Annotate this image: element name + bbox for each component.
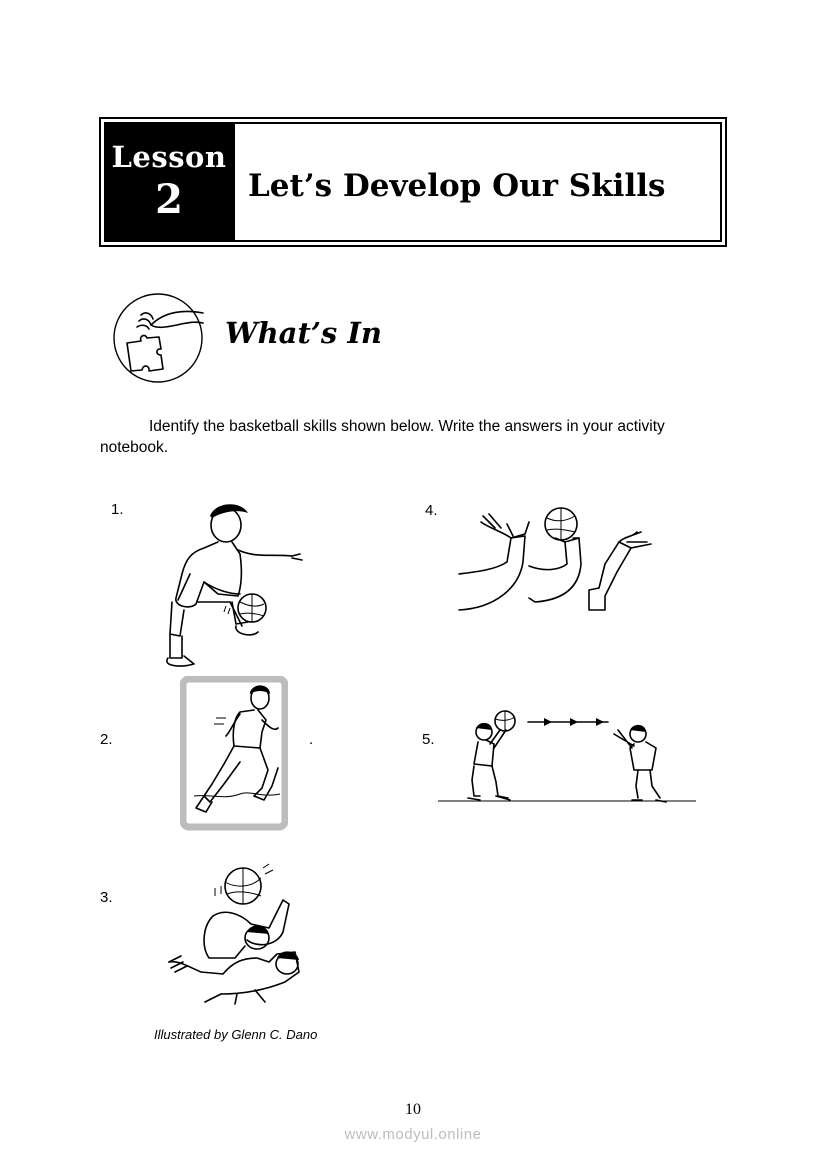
instructions-text: Identify the basketball skills shown below. Write the answers in your activity notebook. <box>100 418 665 456</box>
dribbling-player-icon <box>160 498 305 673</box>
watermark: www.modyul.online <box>344 1126 482 1143</box>
lesson-label: Lesson <box>111 140 227 174</box>
lesson-banner-inner <box>104 122 722 242</box>
shooting-arm-sequence-icon <box>455 502 660 617</box>
section-heading: What’s In <box>225 316 383 350</box>
item-number-4: 4. <box>425 502 438 519</box>
rebounding-players-icon <box>165 862 315 1007</box>
illustration-credit: Illustrated by Glenn C. Dano <box>154 1027 318 1042</box>
item-number-5: 5. <box>422 731 435 748</box>
lesson-number: 2 <box>155 176 183 223</box>
lesson-banner <box>99 117 727 247</box>
chest-pass-players-icon <box>438 708 698 813</box>
lesson-title: Let’s Develop Our Skills <box>248 168 666 204</box>
item-number-1: 1. <box>111 501 124 518</box>
running-player-icon <box>180 676 288 831</box>
page-number: 10 <box>405 1101 421 1118</box>
puzzle-hand-icon <box>111 291 205 385</box>
item-2-trailing-period: . <box>309 731 314 748</box>
item-number-2: 2. <box>100 731 113 748</box>
lesson-number-box <box>106 124 235 240</box>
item-number-3: 3. <box>100 889 113 906</box>
